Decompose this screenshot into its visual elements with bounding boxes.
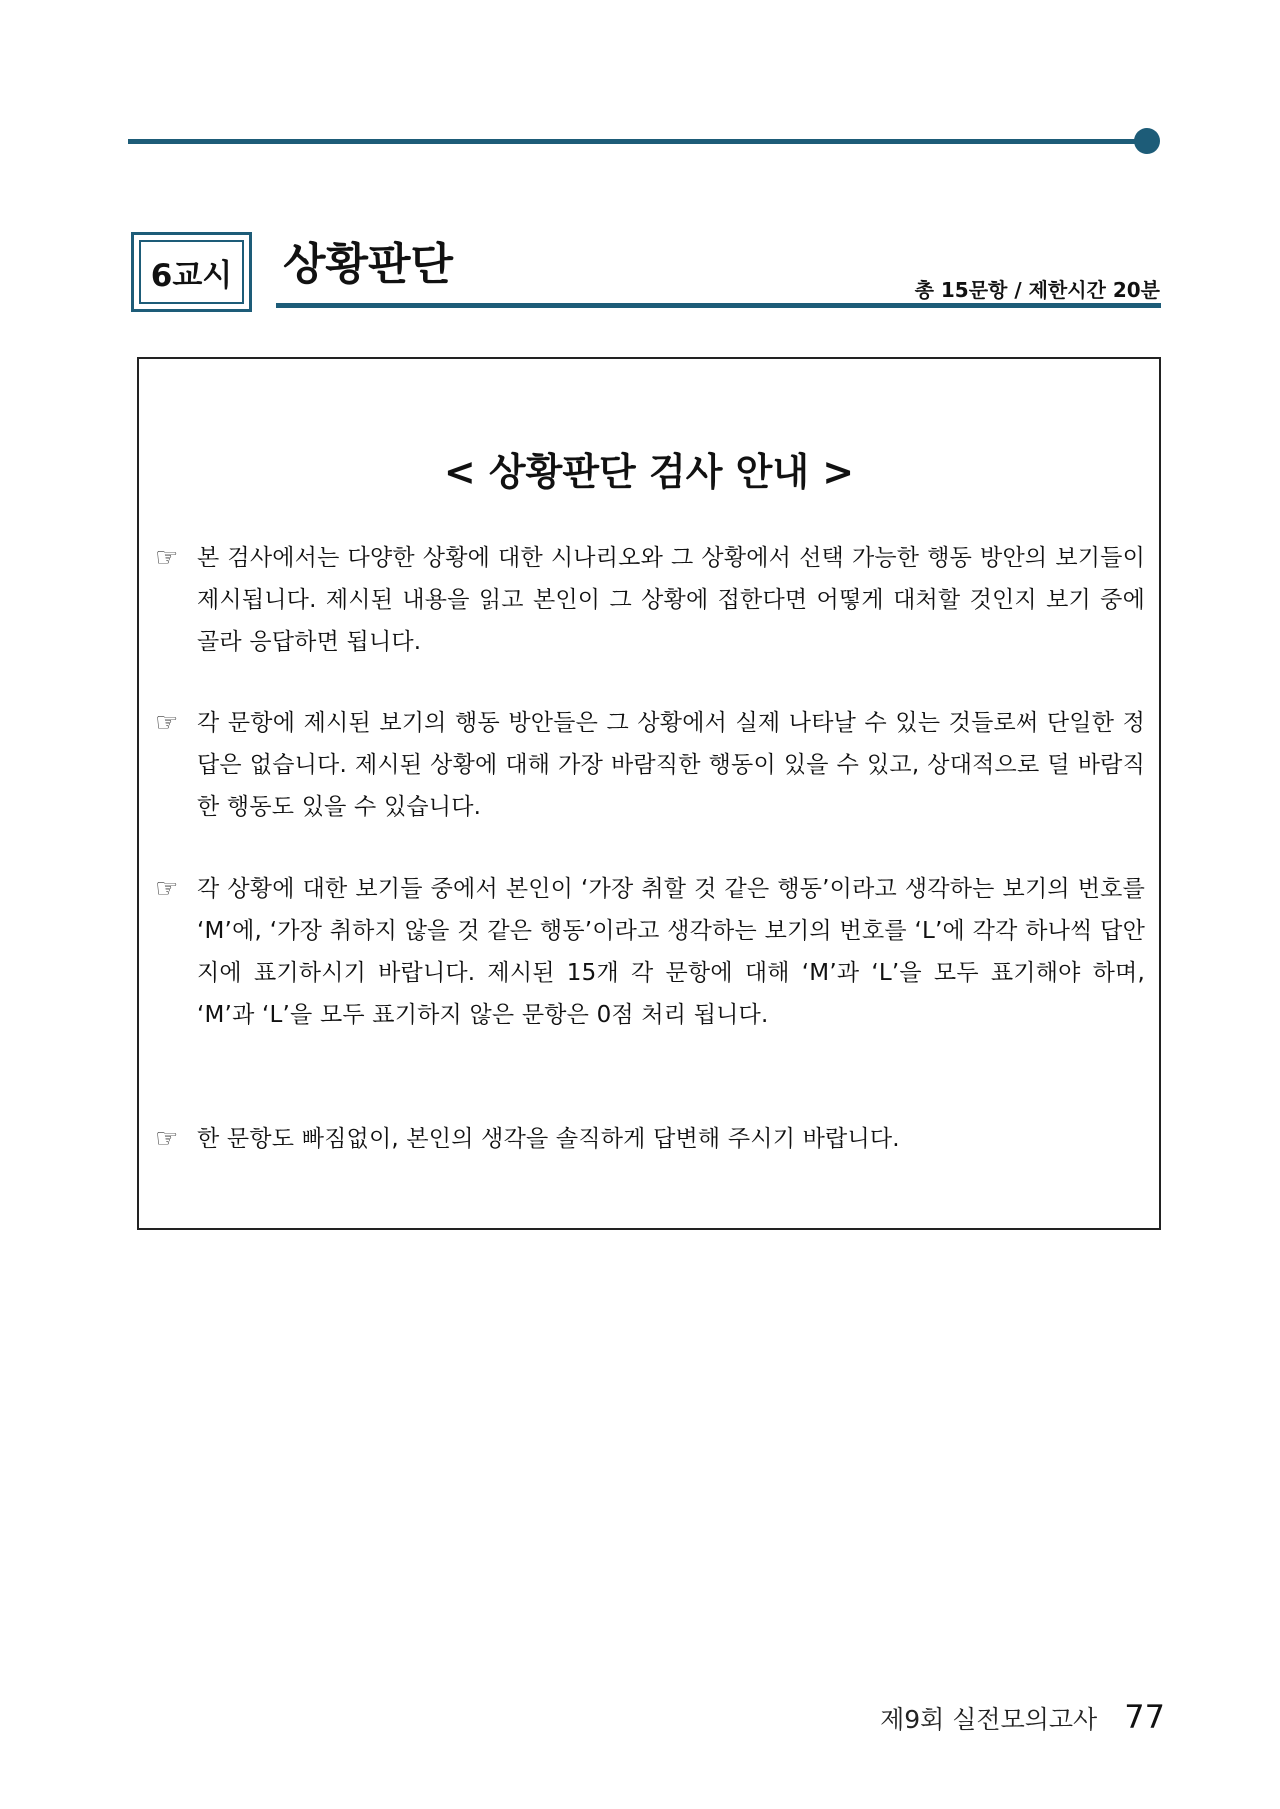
session-label: 6교시 [139,240,244,304]
guide-item-text: 각 문항에 제시된 보기의 행동 방안들은 그 상황에서 실제 나타날 수 있는 것들로써 단일한 정답은 없습니다. 제시된 상황에 대해 가장 바람직한 행동이 있을 수 있고, 상대적으로 덜 바람직한 행동도 있을 수 있습니다. [197,710,1145,820]
session-badge [131,232,252,312]
pointing-hand-icon: ☞ [155,874,179,904]
guide-item-text: 한 문항도 빠짐없이, 본인의 생각을 솔직하게 답변해 주시기 바랍니다. [197,1126,900,1152]
guide-item [155,537,1145,663]
guide-title: < 상황판단 검사 안내 > [443,450,855,494]
pointing-hand-icon: ☞ [155,708,179,738]
page-footer [880,1698,1165,1736]
guide-item [155,1118,1145,1160]
section-title: 상황판단 [283,239,454,290]
guide-item [155,868,1145,1036]
top-rule-dot [1134,128,1160,154]
page-number: 77 [1124,1698,1165,1736]
section-rule [276,303,1161,308]
top-rule [128,139,1145,144]
guide-item-text: 본 검사에서는 다양한 상황에 대한 시나리오와 그 상황에서 선택 가능한 행동 방안의 보기들이 제시됩니다. 제시된 내용을 읽고 본인이 그 상황에 접한다면 어떻게 대처할 것인지 보기 중에 골라 응답하면 됩니다. [197,545,1145,655]
guide-box [137,357,1161,1230]
guide-item [155,702,1145,828]
footer-exam-name: 제9회 실전모의고사 [880,1705,1098,1734]
guide-item-text: 각 상황에 대한 보기들 중에서 본인이 ‘가장 취할 것 같은 행동’이라고 생각하는 보기의 번호를 ‘M’에, ‘가장 취하지 않을 것 같은 행동’이라고 생각하는 보기의 번호를 ‘L’에 각각 하나씩 답안지에 표기하시기 바랍니다. 제시된 15개 각 문항에 대해 ‘M’과 ‘L’을 모두 표기해야 하며, ‘M’과 ‘L’을 모두 표기하지 않은 문항은 0점 처리 됩니다. [197,876,1145,1028]
section-meta: 총 15문항 / 제한시간 20분 [914,278,1160,302]
pointing-hand-icon: ☞ [155,1124,179,1154]
pointing-hand-icon: ☞ [155,543,179,573]
